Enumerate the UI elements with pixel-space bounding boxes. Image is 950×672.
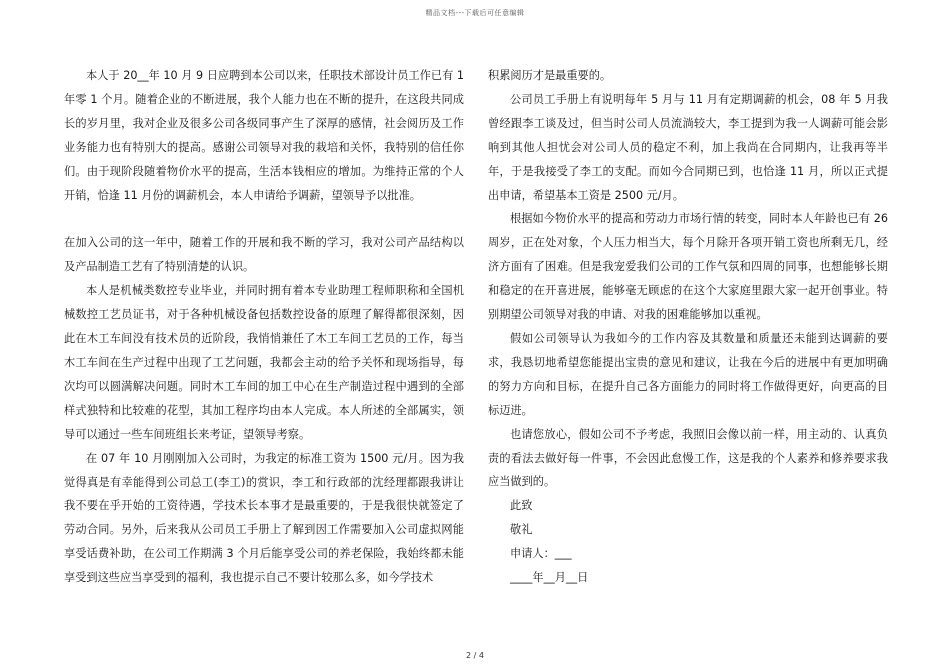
paragraph-7: 根据如今物价水平的提高和劳动力市场行情的转变，同时本人年龄也已有 26 周岁，正在处对象，个人压力相当大，每个月除开各项开销工资也所剩无几，经济方面有了困难。但是我宠爱我们公司的工作气氛和四周的同事，也想能够长期和稳定的在开喜进展，能够毫无顾虑的在这个大家庭里跟大家一起开创事业。特别期望公司领导对我的申请、对我的困难能够加以重视。 xyxy=(488,212,888,322)
page-number: 2 / 4 xyxy=(466,651,484,660)
paragraph-3: 本人是机械类数控专业毕业，并同时拥有着本专业助理工程师职称和全国机械数控工艺员证书，对于各种机械设备包括数控设备的原理了解得都很深刻，因此在木工车间没有技术员的近阶段，我悄悄兼任了木工车间工艺员的工作，每当木工车间在生产过程中出现了工艺问题，我都会主动的给予关怀和现场指导，每次均可以圆满解决问题。同时木工车间的加工中心在生产制造过程中遇到的全部样式独特和比较难的花型，其加工程序均由本人完成。本人所述的全部属实，领导可以通过一些车间班组长来考证，望领导考察。 xyxy=(64,284,464,441)
paragraph-6: 公司员工手册上有说明每年 5 月与 11 月有定期调薪的机会，08 年 5 月我曾经跟李工谈及过，但当时公司人员流淌较大，李工提到为我一人调薪可能会影响到其他人担忧会对公司人员的稳定不利，加上我尚在合同期内，让我再等半年，于是我接受了李工的支配。而如今合同期已到，也恰逢 11 月，所以正式提出申请，希望基本工资是 2500 元/月。 xyxy=(488,92,888,202)
applicant-line: 申请人：___ xyxy=(510,547,572,561)
right-column xyxy=(488,64,888,590)
paragraph-9: 也请您放心，假如公司不予考虑，我照旧会像以前一样，用主动的、认真负责的看法去做好每一件事，不会因此怠慢工作，这是我的个人素养和修养要求我应当做到的。 xyxy=(488,427,888,489)
paragraph-5: 积累阅历才是最重要的。 xyxy=(488,69,612,82)
paragraph-2: 在加入公司的这一年中，随着工作的开展和我不断的学习，我对公司产品结构以及产品制造工艺有了特别清楚的认识。 xyxy=(64,236,464,274)
paragraph-1: 本人于 20__年 10 月 9 日应聘到本公司以来，任职技术部设计员工作已有 1 年零 1 个月。随着企业的不断进展，我个人能力也在不断的提升，在这段共同成长的岁月里，我对企业及很多公司各级同事产生了深厚的感情，社会阅历及工作业务能力也有特别大的提高。感谢公司领导对我的栽培和关怀，我特别的信任你们。由于现阶段随着物价水平的提高，生活本钱相应的增加。为维持正常的个人开销，恰逢 11 月份的调薪机会，本人申请给予调薪，望领导予以批准。 xyxy=(64,69,464,202)
closing-regards: 敬礼 xyxy=(510,523,533,537)
date-line: ____年__月__日 xyxy=(510,571,589,585)
closing-salutation: 此致 xyxy=(510,499,533,513)
paragraph-8: 假如公司领导认为我如今的工作内容及其数量和质量还未能到达调薪的要求，我恳切地希望您能提出宝贵的意见和建议，让我在今后的进展中有更加明确的努力方向和目标，在提升自己各方面能力的同时将工作做得更好，向更高的目标迈进。 xyxy=(488,331,888,417)
page-header: 精品文档---下载后可任意编辑 xyxy=(425,9,525,17)
paragraph-4: 在 07 年 10 月刚刚加入公司时，为我定的标准工资为 1500 元/月。因为我觉得真是有幸能得到公司总工(李工)的赏识，李工和行政部的沈经理都跟我讲让我不要在乎开始的工资待遇，学技术长本事才是最重要的，于是我很快就签定了劳动合同。另外，后来我从公司员工手册上了解到因工作需要加入公司虚拟网能享受话费补助，在公司工作期满 3 个月后能享受公司的养老保险，我始终都未能享受到这些应当享受到的福利，我也提示自己不要计较那么多，如今学技术 xyxy=(64,451,464,585)
left-column xyxy=(64,64,464,590)
